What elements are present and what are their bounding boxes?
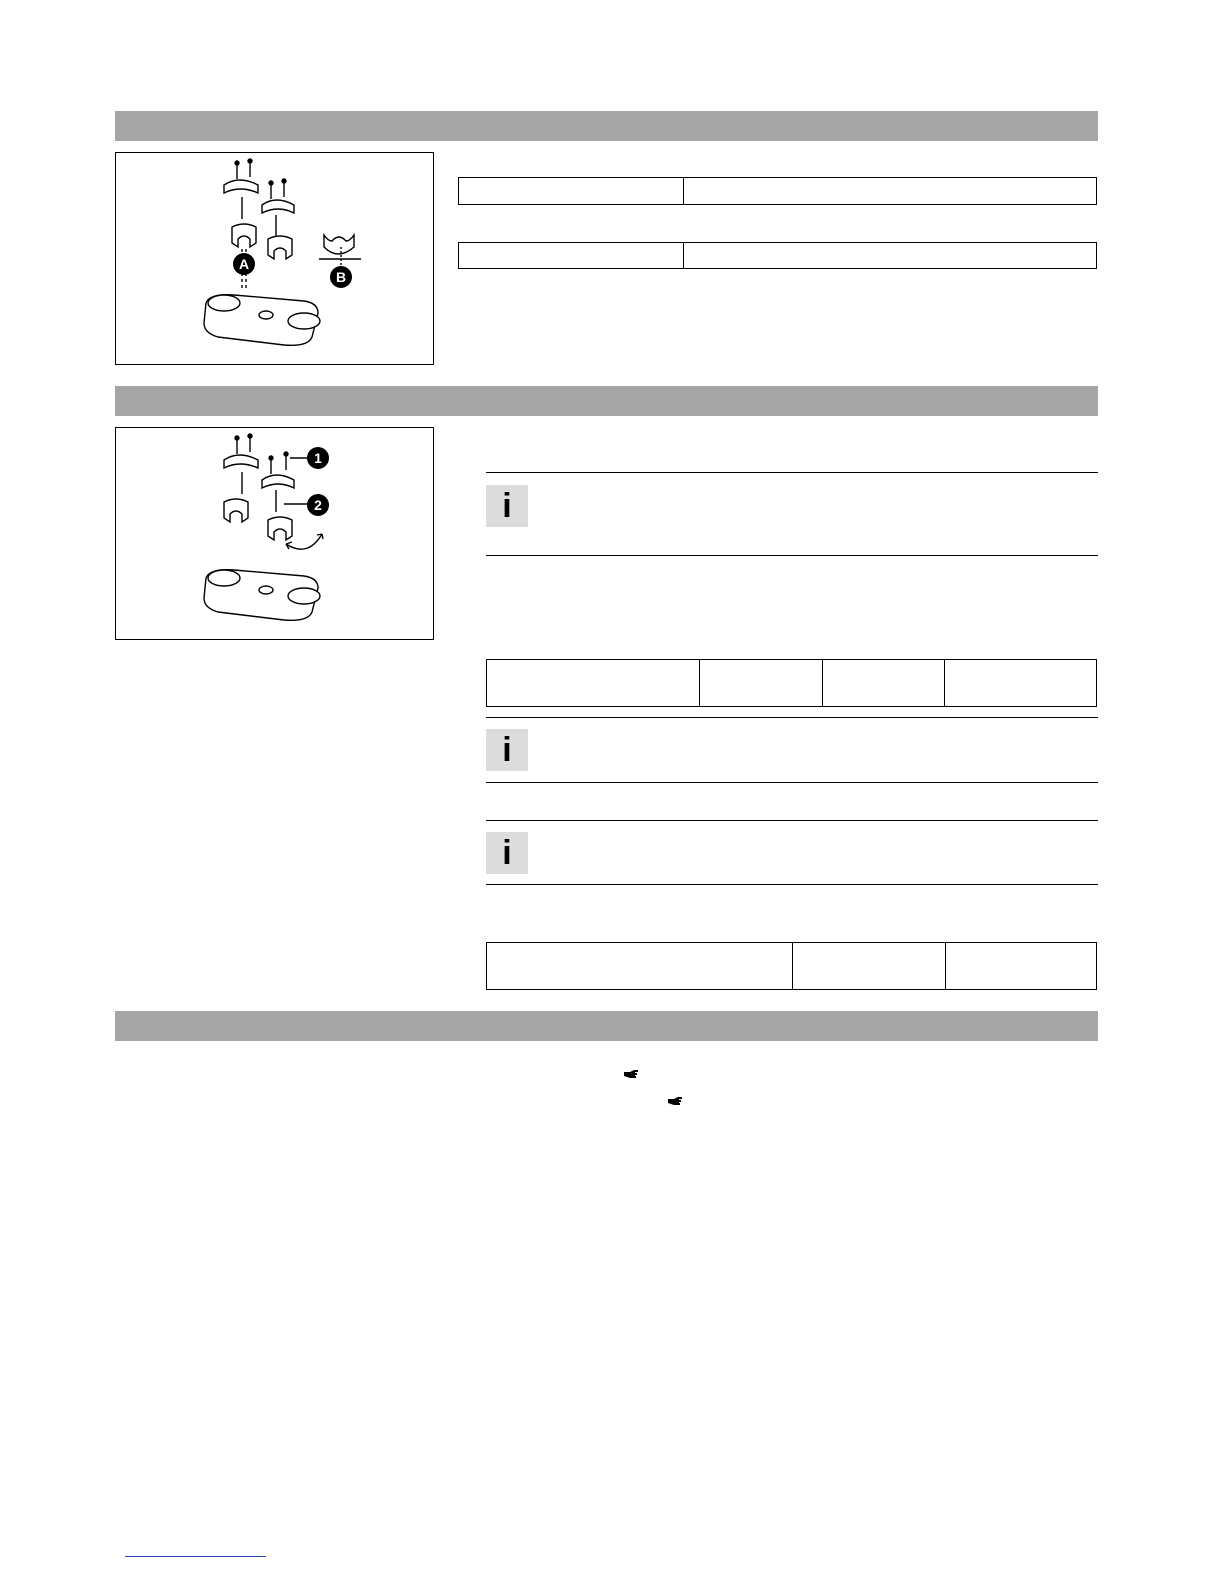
figure-handlebar-clamp-rotate	[115, 427, 434, 640]
info-icon: i	[486, 485, 528, 527]
info-note-1	[486, 472, 1098, 556]
section-header-bar-1	[115, 111, 1098, 141]
info-note-2	[486, 717, 1098, 783]
torque-table-1	[486, 659, 1097, 707]
info-note-3	[486, 820, 1098, 885]
info-icon: i	[486, 832, 528, 874]
spec-table-2-label-cell	[459, 243, 684, 269]
spec-table-2-value-cell	[684, 243, 1097, 269]
hand-pointer-icon[interactable]	[667, 1095, 683, 1109]
section-header-bar-2	[115, 386, 1098, 416]
torque-table-1-cell-1	[487, 660, 700, 707]
callout-b-label: B	[335, 269, 347, 285]
spec-table-1	[458, 177, 1097, 205]
torque-table-1-cell-4	[945, 660, 1097, 707]
torque-table-2-cell-3	[946, 943, 1097, 990]
footer-link-underline[interactable]	[125, 1556, 266, 1557]
torque-table-1-cell-2	[700, 660, 823, 707]
handlebar-clamp-illustration	[116, 153, 433, 364]
torque-table-2-cell-1	[487, 943, 793, 990]
callout-2-label: 2	[314, 497, 322, 513]
info-icon: i	[486, 729, 528, 771]
handlebar-clamp-rotate-illustration	[116, 428, 433, 639]
callout-1-label: 1	[314, 450, 322, 466]
section-header-bar-3	[115, 1011, 1098, 1041]
spec-table-1-value-cell	[684, 178, 1097, 205]
torque-table-1-cell-3	[823, 660, 945, 707]
spec-table-2	[458, 242, 1097, 269]
torque-table-2-cell-2	[793, 943, 946, 990]
callout-a-label: A	[238, 256, 250, 272]
spec-table-1-label-cell	[459, 178, 684, 205]
figure-handlebar-clamp-positions	[115, 152, 434, 365]
hand-pointer-icon[interactable]	[623, 1068, 639, 1082]
torque-table-2	[486, 942, 1097, 990]
